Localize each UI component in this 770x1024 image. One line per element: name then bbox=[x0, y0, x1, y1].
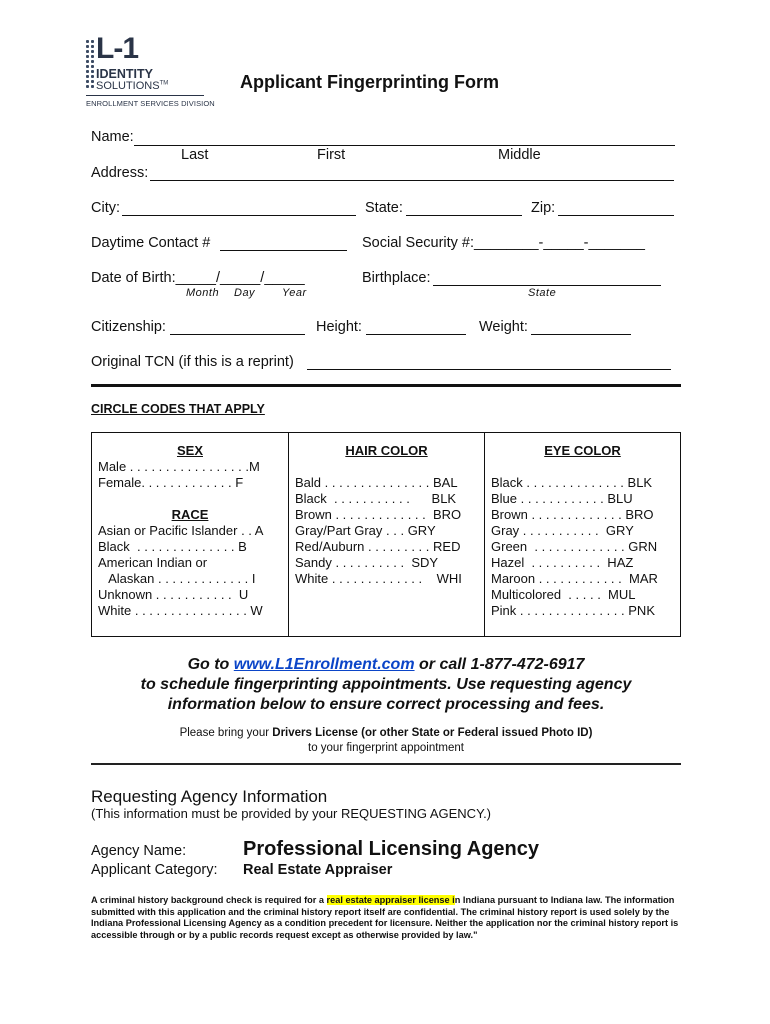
hair-option-gray[interactable]: Gray/Part Gray . . . GRY bbox=[295, 523, 436, 538]
enrollment-link[interactable]: www.L1Enrollment.com bbox=[233, 656, 415, 673]
requesting-subtitle: (This information must be provided by your REQUESTING AGENCY.) bbox=[91, 806, 492, 821]
birthplace-state-caption: State bbox=[528, 287, 557, 299]
name-first-caption: First bbox=[317, 147, 346, 163]
circle-codes-title: CIRCLE CODES THAT APPLY bbox=[91, 402, 265, 416]
race-header: RACE bbox=[171, 507, 209, 522]
eye-option-gray[interactable]: Gray . . . . . . . . . . . GRY bbox=[491, 523, 634, 538]
eye-option-multicolored[interactable]: Multicolored . . . . . MUL bbox=[491, 587, 636, 602]
dob-month-caption: Month bbox=[186, 287, 220, 299]
eye-option-hazel[interactable]: Hazel . . . . . . . . . . HAZ bbox=[491, 555, 634, 570]
eye-option-brown[interactable]: Brown . . . . . . . . . . . . . BRO bbox=[491, 507, 654, 522]
height-label: Height: bbox=[316, 319, 362, 335]
weight-input-line[interactable] bbox=[531, 334, 631, 335]
sex-option-male[interactable]: Male . . . . . . . . . . . . . . . . .M bbox=[98, 459, 260, 474]
dob-year-caption: Year bbox=[282, 287, 307, 299]
section-divider bbox=[91, 384, 681, 387]
state-label: State: bbox=[365, 200, 403, 216]
logo-division: ENROLLMENT SERVICES DIVISION bbox=[86, 99, 215, 108]
logo-line1: IDENTITY bbox=[96, 67, 153, 81]
eye-color-column bbox=[484, 433, 680, 636]
name-middle-caption: Middle bbox=[498, 147, 541, 163]
logo-mark: L-1 bbox=[96, 32, 138, 65]
logo-line2: SOLUTIONS™ bbox=[96, 80, 169, 92]
eye-option-black[interactable]: Black . . . . . . . . . . . . . . BLK bbox=[491, 475, 653, 490]
race-option-unknown[interactable]: Unknown . . . . . . . . . . . U bbox=[98, 587, 249, 602]
sex-race-column bbox=[92, 433, 288, 636]
cta-call: or call 1-877-472-6917 bbox=[414, 656, 585, 673]
race-option-alaskan[interactable]: Alaskan . . . . . . . . . . . . . I bbox=[98, 571, 256, 586]
height-input-line[interactable] bbox=[366, 334, 466, 335]
birthplace-label: Birthplace: bbox=[362, 270, 431, 286]
bring-id-bold: Drivers License (or other State or Federal issued Photo ID) bbox=[272, 727, 593, 739]
daytime-contact-label: Daytime Contact # bbox=[91, 235, 211, 251]
cta-go-to: Go to bbox=[187, 656, 234, 673]
address-label: Address: bbox=[91, 165, 149, 181]
l1-identity-logo bbox=[86, 32, 216, 113]
race-option-white[interactable]: White . . . . . . . . . . . . . . . . W bbox=[98, 603, 263, 618]
requesting-divider bbox=[91, 763, 681, 765]
cta-line3: information below to ensure correct processing and fees. bbox=[167, 696, 605, 713]
daytime-contact-input-line[interactable] bbox=[220, 250, 347, 251]
highlighted-license-text: real estate appraiser license i bbox=[326, 895, 455, 905]
race-option-asian[interactable]: Asian or Pacific Islander . . A bbox=[98, 523, 264, 538]
hair-option-red[interactable]: Red/Auburn . . . . . . . . . RED bbox=[295, 539, 461, 554]
name-last-caption: Last bbox=[181, 147, 209, 163]
dob-field[interactable]: Date of Birth:_____/_____/_____ bbox=[91, 270, 305, 286]
zip-label: Zip: bbox=[531, 200, 556, 216]
hair-color-header: HAIR COLOR bbox=[345, 443, 428, 458]
state-input-line[interactable] bbox=[406, 215, 522, 216]
sex-header: SEX bbox=[176, 443, 203, 458]
eye-option-maroon[interactable]: Maroon . . . . . . . . . . . . MAR bbox=[491, 571, 658, 586]
hair-option-black[interactable]: Black . . . . . . . . . . . BLK bbox=[295, 491, 457, 506]
agency-name-value: Professional Licensing Agency bbox=[243, 838, 540, 860]
race-option-american-indian[interactable]: American Indian or bbox=[98, 555, 208, 570]
bring-id-note: Please bring your Drivers License (or other State or Federal issued Photo ID) bbox=[179, 727, 593, 739]
city-input-line[interactable] bbox=[122, 215, 356, 216]
address-input-line[interactable] bbox=[150, 180, 674, 181]
eye-option-blue[interactable]: Blue . . . . . . . . . . . . BLU bbox=[491, 491, 633, 506]
eye-option-pink[interactable]: Pink . . . . . . . . . . . . . . . PNK bbox=[491, 603, 655, 618]
applicant-category-value: Real Estate Appraiser bbox=[243, 862, 393, 878]
codes-table bbox=[91, 432, 681, 637]
citizenship-label: Citizenship: bbox=[91, 319, 166, 335]
name-input-line[interactable] bbox=[134, 145, 675, 146]
hair-option-white[interactable]: White . . . . . . . . . . . . . WHI bbox=[295, 571, 462, 586]
name-label: Name: bbox=[91, 129, 134, 145]
eye-color-header: EYE COLOR bbox=[544, 443, 621, 458]
requesting-title: Requesting Agency Information bbox=[91, 787, 328, 806]
race-option-black[interactable]: Black . . . . . . . . . . . . . . B bbox=[98, 539, 247, 554]
city-label: City: bbox=[91, 200, 120, 216]
ssn-field[interactable]: Social Security #:________-_____-_______ bbox=[362, 235, 645, 251]
hair-color-column bbox=[288, 433, 484, 636]
citizenship-input-line[interactable] bbox=[170, 334, 305, 335]
dob-day-caption: Day bbox=[234, 287, 256, 299]
original-tcn-label: Original TCN (if this is a reprint) bbox=[91, 354, 294, 370]
eye-option-green[interactable]: Green . . . . . . . . . . . . . GRN bbox=[491, 539, 658, 554]
disclaimer-text: A criminal history background check is required for a real estate appraiser license in Indiana pursuant to Indiana law. The information submitted with this application and the criminal history report itself are confidential. The criminal history report is used solely by the Indiana Professional Licensing Agency as a condition precedent for licensure. Neither the application nor the criminal history report is accessible through or by a public records request except as otherwise provided by law." bbox=[91, 895, 679, 940]
cta-line1 bbox=[91, 656, 681, 674]
weight-label: Weight: bbox=[479, 319, 528, 335]
applicant-category-label: Applicant Category: bbox=[91, 862, 218, 878]
hair-option-bald[interactable]: Bald . . . . . . . . . . . . . . . BAL bbox=[295, 475, 458, 490]
sex-option-female[interactable]: Female. . . . . . . . . . . . . F bbox=[98, 475, 244, 490]
hair-option-sandy[interactable]: Sandy . . . . . . . . . . SDY bbox=[295, 555, 439, 570]
cta-line2: to schedule fingerprinting appointments. Use requesting agency bbox=[140, 676, 632, 693]
agency-name-label: Agency Name: bbox=[91, 843, 187, 859]
zip-input-line[interactable] bbox=[558, 215, 674, 216]
original-tcn-input-line[interactable] bbox=[307, 369, 671, 370]
form-title: Applicant Fingerprinting Form bbox=[240, 72, 499, 92]
bring-id-note-line2: to your fingerprint appointment bbox=[308, 742, 464, 754]
logo-rule bbox=[86, 95, 204, 96]
hair-option-brown[interactable]: Brown . . . . . . . . . . . . . BRO bbox=[295, 507, 462, 522]
birthplace-input-line[interactable] bbox=[433, 285, 661, 286]
